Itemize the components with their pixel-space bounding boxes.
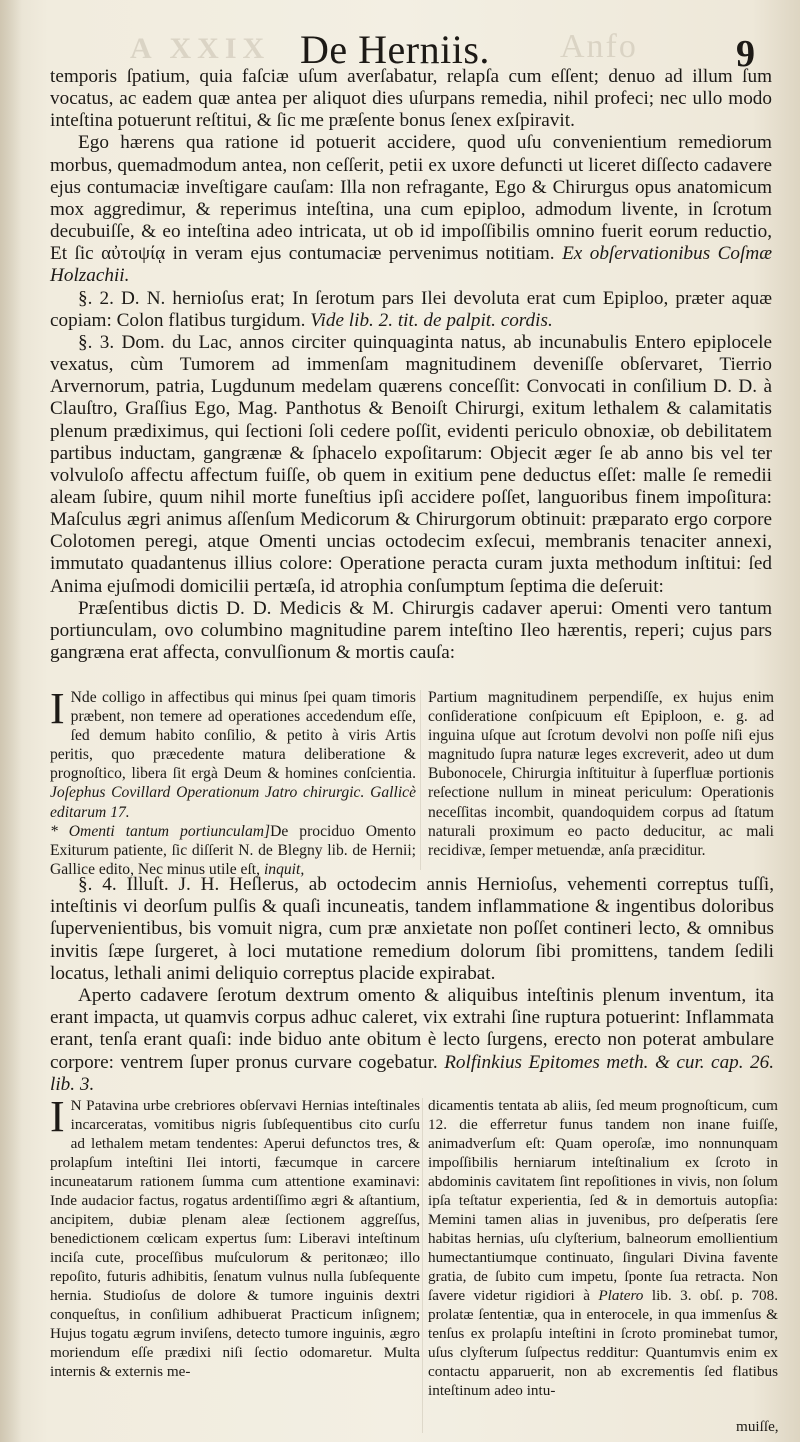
commentary-left-column-2 — [50, 1092, 420, 1381]
commentary-text: N Patavina urbe crebriores obſervavi Hernias inteſtinales incarceratas, vomitibus nigris ſubſequentibus cito curſu ad lethalem metam tendentes: Aperui defunctos tres, & prolapſum inteſtini Ilei intorti, fæcumque in carcere incuneatarum rationem ſumma cum attentione examinavi: Inde audacior factus, rogatus ardentiſſimo ægri & aſtantium, ancipitem, dubiæ plenam aleæ ſectionem aggreſſus, benedictionem cœlicam expertus ſum: Liberavi inteſtinum inciſa cute, proceſſibus muſculorum & peritonæo; illo repoſito, futuris adhibitis, ſenatum vulnus nulla ſubſequente hernia. Studioſus de dolore & tumore inguinis dextri conqueſtus, in conſilium adhibuerat Practicum inſignem; Hujus togatu ægrum inviſens, detecto tumore inguinis, ægro moriendum eſſe prædixi niſi ſectio odomaretur. Multa internis & externis me- — [50, 1097, 420, 1380]
page-title: De Herniis. — [300, 27, 490, 72]
commentary-right-column — [428, 688, 774, 860]
source-citation: Rolfinkius Epitomes meth. & cur. cap. 26. lib. 3. — [50, 1051, 775, 1095]
page-gutter-shadow — [0, 0, 22, 1442]
running-head — [0, 14, 800, 75]
catchword: muiſſe, — [736, 1418, 779, 1435]
paragraph-text: Aperto cadavere ſerotum dextrum omento & aliquibus inteſtinis plenum inventum, ita erant impacta, ut quamvis corpus adhuc caleret, vix extrahi ſine ruptura potuerint: Inflammata erant, tenſa erant quaſi: inde biduo ante obitum è lecto ſurgens, erecto non poterat ambulare corpore: ventrem ſuper pronus curvare cogebatur. — [50, 985, 774, 1073]
paragraph — [50, 132, 772, 287]
column-divider — [420, 690, 421, 870]
paragraph-text: Ego hærens qua ratione id potuerit accidere, quod uſu convenientium remediorum morbus, quemadmodum antea, non ceſſerit, petii ex uxore defuncti ut liceret diſſecto cadavere ejus contumaciæ inveſtigare cauſam: Illa non refragante, Ego & Chirurgus opus anatomicum mox aggredimur, & reperimus inteſtina, una cum epiploo, admodum livente, in ſcrotum decubuiſſe, & eo inteſtina adeo intricata, ut ob id impoſſibilis omnino fuerit eorum reductio, Et ſic αὐτοψίᾳ in veram ejus contumaciæ pervenimus notitiam. — [50, 132, 772, 265]
footnote-reference: * Omenti tantum portiunculam] — [50, 822, 271, 840]
commentary-paragraph — [50, 684, 416, 822]
commentary-text: lib. 3. obſ. p. 708. prolatæ ſententiæ, qua in enterocele, in qua immenſus & tenſus ex prolapſu inteſtini in ſcroto prominebat tumor, uſus clyſterum ſuſpectus redditur: Quantumvis enim ex contactu apparuerit, non ab excrementis ſed flatibus inteſtinum adeo intu- — [428, 1287, 779, 1399]
source-citation: Ex obſervationibus Coſmæ Holzachii. — [50, 243, 773, 287]
page-number: 9 — [736, 33, 755, 75]
drop-capital: I — [50, 684, 65, 733]
source-citation: Joſephus Covillard Operationum Jatro chirurgic. Gallicè editarum 17. — [50, 784, 416, 821]
commentary-paragraph: Partium magnitudinem perpendiſſe, ex hujus enim conſideratione conſpicuum eſt Epiploon, e. g. ad inguina uſque aut ſcrotum devolvi non poſſe niſi ejus magnitudo ſupra naturæ leges excreverit, adeo ut dum Bubonocele, Chirurgia inſtituitur à ſuperfluæ portionis reſectione nullum in mineat periculum: Operationis neceſſitas incombit, quandoquidem corpus ad ſtatum naturali proximum eo pacto deducitur, ac mali recidivæ, ſemper metuendæ, anſa præciditur. — [428, 689, 774, 859]
drop-capital: I — [50, 1092, 65, 1141]
paragraph — [50, 288, 772, 332]
cross-reference: Vide lib. 2. tit. de palpit. cordis. — [310, 309, 553, 331]
commentary-paragraph — [428, 1096, 778, 1400]
paragraph: temporis ſpatium, quia faſciæ uſum averſabatur, relapſa cum eſſent; denuo ad illum ſum vocatus, ac eadem quæ antea per aliquot dies uſurpans remedia, nihil profeci; nec ullo modo inteſtina potuerunt reſtitui, & ſic me præſente bonus ſenex exſpiravit. — [50, 66, 772, 132]
paragraph-text: §. 2. D. N. hernioſus erat; In ſerotum pars Ilei devoluta erat cum Epiploo, præter aquæ copiam: Colon flatibus turgidum. — [50, 287, 772, 331]
paragraph: Præſentibus dictis D. D. Medicis & M. Chirurgis cadaver aperui: Omenti vero tantum portiunculam, ovo columbino magnitudine parem inteſtino Ileo hærentis, reperi; cujus pars gangræna erat affecta, convulſionum & mortis cauſa: — [50, 597, 772, 664]
footnote-inquit: inquit, — [263, 860, 305, 878]
column-divider — [422, 1098, 423, 1433]
commentary-text: dicamentis tentata ab aliis, ſed meum prognoſticum, cum 12. die efferretur funus tandem non inane fuiſſe, animadverſum eſt: Quam operoſæ, imo nonnunquam impoſſibilis herniarum inteſtinalium ex ſcroto in abdominis cavitatem ſint repoſitiones in vivis, non ſolum ipſa teſtatur experientia, ſed & in demortuis autopſia: Memini tamen alias in juvenibus, pro deſperatis ſere habitas hernias, uſu clyſterium, balneorum emollientium humectantiumque continuato, ſingulari Divina favente gratia, de ſubito cum impetu, ſponte ſua retracta. Non ſavere videtur rigidiori à — [428, 1097, 778, 1304]
paragraph: §. 3. Dom. du Lac, annos circiter quinquaginta natus, ab incunabulis Entero epiplocele vexatus, cùm Tumorem ad immenſam magnitudinem deveniſſe obſervaret, Tierrio Arvernorum, patria, Lugdunum medelam quærens conceſſit: Convocati in conſilium D. D. à Clauſtro, Graſſius Ego, Mag. Panthotus & Benoiſt Chirurgi, exitum lethalem & calamitatis plenum prædiximus, qui ſectioni ſoli cedere poſſit, evidenti periculo obnoxiæ, ob debilitatem partibus inductam, gangrænæ & ſphacelo expoſitarum: Objecit æger ſe ab anno bis vel ter volvuloſo affectu affectum fuiſſe, ob quem in exitium pene deductus eſſet: malle ſe remedii aleam ſubire, quum nihil morte funeſtius ipſi accidere poſſet, languoribus finem impoſitura: Maſculus ægri animus aſſenſum Medicorum & Chirurgorum obtinuit: præparato ergo corpore Colotomen peregi, atque Omenti uncias octodecim exſecui, membranis tenaciter annexi, immutato quadantenus illius colore: Operatione peracta curam juxta methodum inſtitui: ſed Anima ejuſmodi domicilii pertæſa, id atrophia conſumptum ſeptima die deſeruit: — [50, 331, 772, 597]
author-name: Platero — [598, 1287, 644, 1304]
footnote — [50, 822, 416, 879]
paragraph — [50, 985, 774, 1096]
commentary-left-column — [50, 684, 416, 879]
show-through-text: Anfo — [560, 28, 638, 65]
main-text-top — [50, 66, 772, 664]
commentary-text: Nde colligo in affectibus qui minus ſpei quam timoris præbent, non temere ad operationes accedendum eſſe, ſed demum habito conſilio, & petito à viris Artis peritis, quo præcedente matura deliberatione & prognoſtico, libera ſit ergà Deum & homines conſcientia. — [50, 689, 416, 783]
commentary-right-column-2 — [428, 1096, 778, 1400]
commentary-paragraph — [50, 1092, 420, 1381]
footnote-text: De prociduo Omento Exiturum patiente, ſic diſſerit N. de Blegny lib. de Hernii; Gallice edito, Nec minus utile eſt, — [50, 822, 416, 878]
show-through-text: A XXIX — [130, 32, 271, 65]
paragraph: §. 4. Illuſt. J. H. Heſlerus, ab octodecim annis Hernioſus, vehementi correptus tuſſi, inteſtinis vi deorſum pulſis & quaſi incuneatis, tandem inflammatione & ingentibus doloribus ſupervenientibus, bis vomuit nigra, cum præ anxietate non poſſet contineri lecto, & omnibus invitis ſæpe ſurgeret, à loci mutatione remedium dolorum ſibi promittens, tandem ſedili locatus, lethali animi deliquio correptus placide expirabat. — [50, 874, 774, 984]
main-text-middle — [50, 874, 774, 1096]
